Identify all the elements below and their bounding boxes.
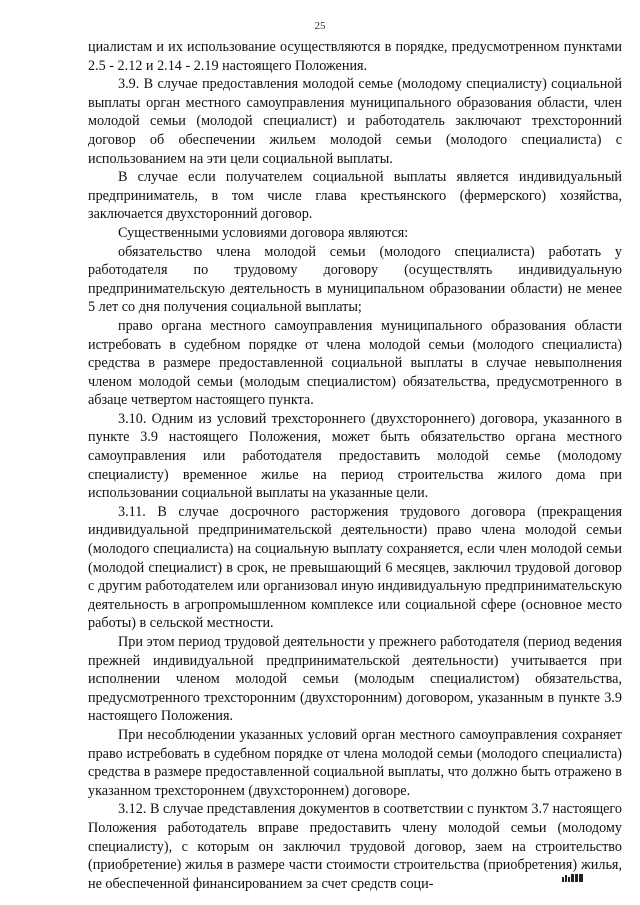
paragraph-obligation: обязательство члена молодой семьи (молодого специалиста) работать у работодателя по трудовому договору (осуществлять индивидуальную предпринимательскую деятельность в муниципальном образовании области) не менее 5 лет со дня получения социальной выплаты; — [88, 243, 622, 316]
paragraph-entrepreneur-contract: В случае если получателем социальной выплаты является индивидуальный предприниматель, в том числе глава крестьянского (фермерского) хозяйства, заключается двухсторонний договор. — [88, 169, 622, 223]
document-body — [88, 38, 622, 893]
paragraph-work-period: При этом период трудовой деятельности у прежнего работодателя (период ведения прежней индивидуальной предпринимательской деятельности) учитывается при исполнении членом молодой семьи (молодым специалистом) обязательства, предусмотренного трехсторонним (двухсторонним) договором, указанным в пункте 3.9 настоящего Положения. — [88, 634, 622, 725]
page-number: 25 — [314, 20, 326, 32]
scan-barcode-mark — [562, 874, 583, 882]
paragraph-3-10: 3.10. Одним из условий трехстороннего (двухстороннего) договора, указанного в пункте 3.9 настоящего Положения, может быть обязательство органа местного самоуправления или работодателя предоставить молодой семье (молодому специалисту) временное жилье на период строительства жилого дома при использовании социальной выплаты на указанные цели. — [88, 410, 622, 502]
paragraph-right-to-recover: право органа местного самоуправления муниципального образования области истребовать в судебном порядке от члена молодой семьи (молодого специалиста) средства в размере предоставленной социальной выплаты в случае невыполнения членом молодой семьи (молодым специалистом) обязательства, предусмотренного в абзаце четвертом настоящего пункта. — [88, 317, 622, 409]
paragraph-3-9: 3.9. В случае предоставления молодой семье (молодому специалисту) социальной выплаты орган местного самоуправления муниципального образования области, член молодой семьи (молодой специалист) и работодатель заключают трехсторонний договор об обеспечении жильем молодой семьи (молодого специалиста) с использованием на эти цели социальной выплаты. — [88, 76, 622, 167]
paragraph-3-11: 3.11. В случае досрочного расторжения трудового договора (прекращения индивидуальной предпринимательской деятельности) право члена молодой семьи (молодого специалиста) на социальную выплату сохраняется, если член молодой семьи (молодой специалист) в срок, не превышающий 6 месяцев, заключил трудовой договор с другим работодателем или организовал иную индивидуальную предпринимательскую деятельность в агропромышленном комплексе или социальной сфере (основное место работы) в сельской местности. — [88, 503, 622, 632]
paragraph-noncompliance: При несоблюдении указанных условий орган местного самоуправления сохраняет право истребовать в судебном порядке от члена молодой семьи (молодого специалиста) средства в размере предоставленной социальной выплаты, что должно быть отражено в указанном трехстороннем (двухстороннем) договоре. — [88, 726, 622, 799]
paragraph-continuation: циалистам и их использование осуществляются в порядке, предусмотренном пунктами 2.5 - 2.12 и 2.14 - 2.19 настоящего Положения. — [88, 39, 622, 74]
paragraph-3-12: 3.12. В случае представления документов в соответствии с пунктом 3.7 настоящего Положения работодатель вправе предоставить члену молодой семьи (молодому специалисту), с которым он заключил трудовой договор, заем на строительство (приобретение) жилья в размере части стоимости строительства (приобретения) жилья, не обеспеченной финансированием за счет средств соци- — [88, 801, 622, 892]
paragraph-essential-terms-heading: Существенными условиями договора являются: — [118, 224, 409, 241]
